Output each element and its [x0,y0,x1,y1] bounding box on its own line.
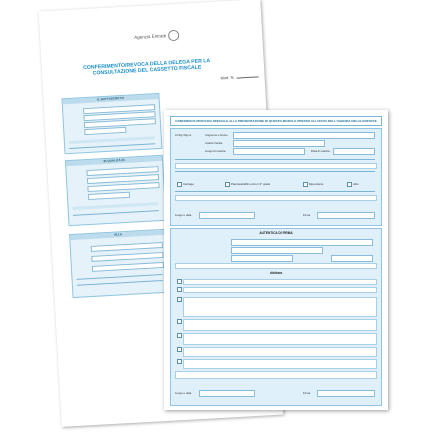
luogo-nascita-label: Luogo di nascita [205,149,226,153]
codice-fiscale-label: Codice fiscale [205,141,223,145]
procura-block [170,128,382,226]
option-checkbox-3[interactable] [177,297,182,302]
documento-row [175,163,377,169]
rule-line-2 [73,210,159,216]
codice-fiscale-field-2[interactable] [231,247,323,254]
altro-checkbox[interactable] [347,182,352,187]
nome-field-2[interactable] [88,192,130,200]
documento-bar [69,136,155,144]
form-title: CONFERIMENTO/REVOCA DELLA DELEGA PER LA CONSULTAZIONE DEL CASSETTO FISCALE [82,58,211,77]
documento-row-2 [175,263,377,269]
data-nascita-field-2[interactable] [331,255,373,262]
luogo-nascita-field-2[interactable] [231,255,293,262]
section-alla [69,229,170,298]
firma-field[interactable] [317,212,375,219]
firma-label-2: Firma [303,391,311,395]
firma-field-2[interactable] [317,390,375,397]
luogo-data-field-2[interactable] [199,390,255,397]
sottoscritto-field[interactable] [231,239,373,246]
option-checkbox-6[interactable] [177,347,182,352]
cognome-nome-label: Cognome e Nome [205,133,228,137]
altro-label: Altro [353,182,359,186]
option-row-5 [183,333,377,345]
field-alla-2[interactable] [91,252,163,262]
note-row [175,371,377,379]
option-row-6 [183,347,377,357]
rule-line [69,143,155,149]
option-checkbox-1[interactable] [177,279,182,284]
option-row-4 [183,319,377,331]
section-qualita-heading: IN QUALITÀ DI [66,156,162,166]
option-checkbox-5[interactable] [177,333,182,338]
cognome-field-2[interactable] [87,182,159,192]
agency-name: Agenzia Entrate [134,33,167,40]
luogo-data-field[interactable] [199,212,255,219]
luogo-nascita-field[interactable] [233,148,305,155]
parentela-checkbox[interactable] [225,182,230,187]
codice-fiscale-field[interactable] [233,140,325,147]
option-row-7 [183,359,377,369]
rule-line-2 [175,171,375,172]
rule-line-3 [175,191,375,192]
field-alla-3[interactable] [92,262,164,272]
option-checkbox-7[interactable] [177,359,182,364]
coniuge-label: Carriage [183,182,194,186]
documento-bar-2 [73,202,159,210]
rule-line-4 [77,280,163,286]
field-alla-1[interactable] [91,242,163,252]
luogo-data-label: Luogo e data [175,213,192,217]
procura-header: CONFERISCE PROCURA SPECIALE ALLA PRESENTAZIONE DI QUESTO MODULO PRESSO GLI UFFICI DELL'AGENZIA DELLE ENTRATE [170,116,382,126]
option-row-2 [183,287,377,293]
dichiarazione-row [175,195,377,201]
option-row-3 [183,297,377,317]
option-checkbox-4[interactable] [177,319,182,324]
option-row-1 [183,279,377,285]
dipendente-label: Dipendente [309,182,324,186]
section-sottoscritto-heading: IL SOTTOSCRITTO [63,94,159,104]
dichiara-heading: dichiara [269,271,283,275]
section-alla-heading: ALLA [70,230,166,240]
dipendente-checkbox[interactable] [303,182,308,187]
data-nascita-label: Data di nascita [311,149,330,153]
data-nascita-field[interactable] [333,148,375,155]
option-checkbox-2[interactable] [177,287,182,292]
cognome-nome-field[interactable] [233,132,375,139]
section-qualita [65,155,167,226]
parentela-label: Parentela/affini entro il 4° grado [231,182,271,186]
logo-icon [168,30,180,42]
section-sottoscritto [61,93,162,154]
autentica-heading: AUTENTICA DI FIRMA [259,231,293,235]
autentica-block [170,228,382,406]
front-form-sheet [164,110,388,410]
rule-line-3 [77,274,163,280]
agency-logo [134,30,180,43]
sig-label: Al Sig./Sig.ra [175,133,192,137]
firma-label: Firma [303,213,311,217]
luogo-data-label-2: Luogo e data [175,391,192,395]
mod-number-label: Mod. N. [220,73,258,80]
rule-line [175,159,375,160]
luogo-nascita-field[interactable] [84,127,126,135]
coniuge-checkbox[interactable] [177,182,182,187]
